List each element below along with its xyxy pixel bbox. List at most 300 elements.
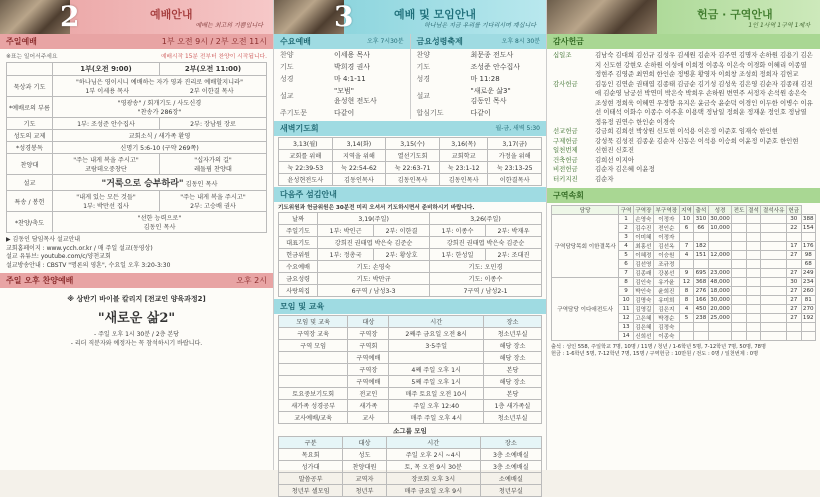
table-cell [761,242,787,251]
prayer-2: 2부: 장남원 장로 [159,118,266,130]
meeting-table [278,315,542,424]
table-cell [279,352,348,364]
table-cell: 유가윤 [653,278,679,287]
midweek-services [274,34,546,119]
hymn: "찬송가 286장" [137,109,182,116]
table-row [279,412,542,424]
table-cell [746,323,760,332]
table-cell [801,233,815,242]
table-cell: 27 [787,296,801,305]
table-cell [389,352,484,364]
table-cell: 3·5주일 [389,340,484,352]
table-cell: 윤성현전도사 [279,174,333,186]
offering-names: 김순자 김은혜 이윤정 [595,165,655,173]
page-number: 2 [60,0,80,33]
special-1-singer: 1부: 박만선 집사 [83,203,129,210]
table-cell: 해당 장소 [484,376,542,388]
table-cell: 주일기도 [279,225,318,237]
table-cell: 김동인목사 [439,174,487,186]
header-cell: 대상 [348,316,389,328]
label: 기도 [416,63,431,71]
special-2-singer: 2부: 고승배 권사 [190,203,236,210]
wed-close [274,107,410,119]
table-cell: 구역예배 [348,352,389,364]
table-cell: 신희선 [633,332,653,341]
table-row [279,162,542,174]
table-cell [746,332,760,341]
label: 성경 [280,75,294,83]
info-line: 교회홈페이지 : www.ycch.or.kr / 매 주일 설교(동영상) [6,244,153,252]
table-cell: 이한결목사 [488,174,542,186]
header-cell: 결석 [746,206,760,215]
table-cell: 27 [787,305,801,314]
table-cell: 249 [802,270,814,276]
wed-header [274,34,410,49]
table-cell: 교사 [348,412,389,424]
value: 마 11:28 [470,75,500,83]
offering-names: 신현진 신호진 [595,146,635,154]
table-cell: 장로회 오후 3시 [386,473,480,485]
info-line: 설교방송안내 : CBSTV "명론의 영혼", 수요일 오후 3:20-3:30 [6,261,171,269]
service-1: 1부(오전 9:00) [53,63,160,76]
table-cell: 수요예배 [279,261,318,273]
bible-college-note: - 리더 직분자와 예정자는 꼭 참석하시기 바랍니다. [70,340,203,347]
table-cell: 14 [619,332,633,341]
table-row [279,285,542,297]
table-cell: 해당 장소 [484,352,542,364]
table-cell [732,332,746,341]
table-cell: 27 [787,287,801,296]
table-cell: 10,000 [708,224,732,233]
table-row [279,400,542,412]
table-cell: 7 [619,269,633,278]
table-row [279,150,542,162]
table-cell: 4 [679,251,693,260]
section-title: 모임 및 교육 [280,302,325,311]
table-cell: 매주 주일 오후 4시 [389,412,484,424]
table-cell: 5 [619,251,633,260]
table-cell: 3,16(목) [439,138,487,150]
table-header-row [279,437,542,449]
table-cell: 12 [679,278,693,287]
table-cell: 192 [802,315,814,321]
table-cell [708,332,732,341]
worship-header [0,0,273,34]
bible-college-time: - 주일 오후 1시 30분 / 2층 본당 [94,331,179,338]
table-cell: 4 [619,242,633,251]
note-stand: ※표는 일어서주세요 [6,54,58,60]
sermon-title: "새로운 삶3" [470,87,511,95]
table-cell: 238 [695,315,707,321]
friday-service [411,34,547,119]
table-cell: 김종래 [633,269,653,278]
offering-type: 건축헌금 [553,155,578,164]
section-title: 감사헌금 [553,37,584,46]
worship-page [0,0,273,470]
offering-names: 강금희 김희선 박상원 신도현 이석용 이은정 이준호 임재숙 한인현 [595,127,778,135]
dawn-prayer-section [274,121,546,136]
meetings-header [274,0,546,34]
table-cell: 27 [787,251,801,260]
table-cell: 4 [679,305,693,314]
table-cell: 48,000 [708,278,732,287]
table-cell: 눅 23:13-25 [488,162,542,174]
section-time: 1부 오전 9시 / 2부 오전 11시 [161,37,267,46]
table-cell: 30,000 [708,296,732,305]
fri-rows [411,49,547,85]
table-row [279,340,542,352]
table-cell [746,314,760,323]
next-week-section [274,187,546,202]
table-cell [732,242,746,251]
header-cell: 결석사유 [761,206,787,215]
bible-college-theme: "새로운 삶2" [97,311,176,326]
offering-row [547,175,820,185]
table-cell [694,233,708,242]
table-cell: 청년부실 [480,485,541,497]
offering-names: 김순자 [595,174,614,183]
table-cell: 지역을 위해 [332,150,386,162]
table-cell: 말씀공부 [279,473,343,485]
sermon-preacher: 김동인 목사 [185,181,218,188]
table-cell: 7 [679,242,693,251]
offering-row [547,137,820,147]
offering-names: 김동인 김연순 권태엽 김종태 김금순 김기성 김성욱 김은영 김순자 김종래 김진애 김순영 남궁선 박연미 박은숙 박희우 손하원 변연주 서정자 손석원 송은숙 조성현 정희욱 이혜연 우정향 유지은 윤금숙 윤순덕 이경인 이두한 이병수 이유선 이태석 이화수 이종수 이주훈 이용택 정남일 정희운 정재운 정인호 정남열 정유정 권연수 한인순 이경숙 [595,79,813,126]
table-cell: 최홍선 [633,242,653,251]
header-cell: 대상 [343,437,386,449]
fellowship: 교회소식 / 새가족 환영 [53,130,267,142]
table-cell: 이승원 [653,251,679,260]
offering-type: 감사헌금 [553,79,578,88]
table-cell: 30 [787,215,801,224]
meetings-page [273,0,546,495]
table-cell: 1부: 이종수 [430,225,486,237]
table-cell: 김수진 [633,224,653,233]
total-line: 출석 : 성인 558, 주일학교 7명, 10명 / 11명 / 청년 / 1-6학년 5명, 7-12학년 7명, 50명, 78명 [551,344,766,350]
table-cell: 270 [802,306,814,312]
table-cell [708,260,732,269]
table-row [279,273,542,285]
table-cell: 김영길 [633,305,653,314]
page-number: 3 [334,0,354,33]
value: 다같이 [334,109,355,117]
row-label: 기도 [7,118,53,130]
table-cell: 3,17(금) [488,138,542,150]
table-header-row [279,316,542,328]
next-week-note: 기도위원과 헌금위원은 30분전 미리 오셔서 기도하시면서 준비하시기 바랍니다. [278,205,475,211]
table-cell: 김동인목사 [332,174,386,186]
table-cell: 전교인 [348,388,389,400]
table-cell: 구역 모임 [279,340,348,352]
table-cell [761,251,787,260]
offering-list [547,49,820,184]
table-row [279,473,542,485]
page-subtitle: 예배는 최고의 기쁨입니다 [195,22,263,29]
table-cell: 98 [801,251,815,260]
table-cell [679,260,693,269]
table-cell: 기도: 이종수 [430,273,542,285]
table-cell [761,233,787,242]
table-cell [708,323,732,332]
table-cell: 388 [802,216,814,222]
header-cell: 성경 [708,206,732,215]
table-cell: 매주 토요일 오전 10시 [389,388,484,400]
table-cell: 166 [695,297,707,303]
table-cell: 청년부 셀모임 [279,485,343,497]
row-label: *성경봉독 [7,142,53,154]
table-cell: 이미혜 [633,233,653,242]
header-cell: 3,26(주일) [430,213,542,225]
table-cell: 1 [619,215,633,224]
meditation-text: "하나님은 영이시니 예배하는 자가 영과 진리로 예배할지니라" [76,79,243,86]
table-cell: 7구역 / 남성2-1 [430,285,542,297]
meetings-section [274,299,546,314]
row-label: 특송 / 봉헌 [7,191,53,212]
small-group-title: 소그룹 모임 [393,427,427,435]
section-title: 주일 오후 찬양예배 [6,276,74,285]
table-cell [732,296,746,305]
section-title: 다음주 섬김안내 [280,190,337,199]
row-label: *찬양/축도 [7,212,53,233]
table-cell: 9 [679,269,693,278]
table-cell: 전인순 [653,224,679,233]
table-cell [761,215,787,224]
table-cell: 이혜정 [633,251,653,260]
table-cell [679,233,693,242]
table-cell [732,323,746,332]
section-title: 수요예배 [280,37,311,46]
header-cell: 장소 [484,316,542,328]
table-cell: 12,000 [708,251,732,260]
row-label: 설교 [7,175,53,191]
value: 다같이 [470,109,491,117]
table-cell: 27 [787,269,801,278]
header-cell: 지역 [679,206,693,215]
choir-1: "주는 내게 복을 주시고" [73,157,139,164]
dawn-table-wrap [274,136,546,187]
header-cell: 담당 [552,206,619,215]
header-cell: 전도 [732,206,746,215]
table-cell [761,287,787,296]
label: 성경 [416,75,431,83]
value: 최문종 전도사 [470,51,514,59]
table-cell: 목요회 [279,449,343,461]
table-cell: 182 [695,243,707,249]
table-cell: 20,000 [708,305,732,314]
offering-row [547,156,820,166]
scripture: 신명기 5:6-10 (구약 269쪽) [53,142,267,154]
table-cell [732,251,746,260]
table-cell: 눅 22:54-62 [332,162,386,174]
table-cell: 청소년부실 [484,328,542,340]
fri-header [411,34,547,49]
table-cell [746,287,760,296]
table-cell [679,332,693,341]
sermon-title: "거룩으로 승부하라" [101,179,184,189]
table-cell [761,314,787,323]
note-praise: 예배시작 15분 전부터 찬양이 시작됩니다. [160,54,267,60]
table-cell: 박경순 [653,314,679,323]
table-cell: 기도: 오민경 [430,261,542,273]
table-cell [801,332,815,341]
table-cell [746,242,760,251]
table-cell: 강희진 권태엽 박은숙 김준순 [318,237,430,249]
table-cell: 234 [802,279,814,285]
table-cell: 8 [679,296,693,305]
table-cell: 1부: 박인근 [318,225,374,237]
table-cell: 김은혜 [633,323,653,332]
table-cell: 유미희 [653,296,679,305]
table-cell: 구역회 [348,340,389,352]
table-row [279,138,542,150]
table-cell [746,251,760,260]
table-cell: 김정숙 [653,323,679,332]
table-cell: 소예배실 [480,473,541,485]
table-cell: 260 [802,288,814,294]
table-cell [801,323,815,332]
table-cell: 토, 목 오전 9시 30분 [386,461,480,473]
table-cell: 2부: 황상호 [374,249,430,261]
table-cell: 6 [679,224,693,233]
sunday-worship-section [0,34,273,49]
label: 설교 [280,92,294,100]
group-cell: 구역담당 이다애전도사 [552,278,619,341]
table-cell: 기도: 박만규 [318,273,430,285]
table-cell: 6구역 / 남성3-3 [318,285,430,297]
service-row [274,61,410,73]
table-cell: 주일 오후 2시 ~4시 [386,449,480,461]
small-group-table-wrap [274,436,546,497]
table-cell: 이정자 [653,215,679,224]
cell-totals [547,343,820,359]
section-title: 새벽기도회 [280,124,319,133]
table-cell: 새가족 [348,400,389,412]
section-time: 월-금, 새벽 5:30 [495,125,540,132]
afternoon-section [0,273,273,288]
service-2: 2부(오전 11:00) [159,63,266,76]
page-subtitle: 하나님은 지금 우리를 기다리시며 계십니다 [424,22,536,29]
row-label: 성도의 교제 [7,130,53,142]
table-cell [761,224,787,233]
section-time: 오후 2시 [236,276,267,285]
label: 주기도문 [280,109,308,117]
label: 기도 [280,63,294,71]
next-table-wrap [274,212,546,297]
table-header-row [552,206,816,215]
section-title: 구역속회 [553,191,584,200]
offering-row [547,51,820,80]
table-cell: 1층 새가족실 [484,400,542,412]
table-cell: 구역장 [348,364,389,376]
notes [0,49,273,62]
table-cell: 276 [695,288,707,294]
table-cell: 18,000 [708,287,732,296]
table-cell [746,278,760,287]
closing-hymn: "선한 능력으로" [137,215,182,222]
wed-rows [274,49,410,85]
table-cell: 12 [619,314,633,323]
table-cell: 성도 [343,449,386,461]
table-cell: 68 [801,260,815,269]
table-cell: 성가대 [279,461,343,473]
table-cell: 손영숙 [633,215,653,224]
header-cell: 구분 [279,437,343,449]
table-cell: 헌금위원 [279,249,318,261]
table-cell [746,305,760,314]
section-time: 오후 8시 30분 [501,38,540,45]
offering-type: 일천번제 [553,146,578,154]
value: 이세용 목사 [334,51,371,59]
preacher: 윤성현 전도사 [334,97,377,105]
offering-row [547,165,820,175]
table-cell: 조규정 [653,260,679,269]
table-cell: 450 [695,306,707,312]
offering-row [547,127,820,137]
table-cell: 1부: 한성일 [430,249,486,261]
table-cell [746,269,760,278]
table-cell [746,233,760,242]
table-row [279,249,542,261]
table-cell: 11 [619,305,633,314]
table-cell: 본당 [484,364,542,376]
row-label: *예배로의 부름 [7,97,53,118]
offering-names: 김남숙 김대희 김선규 김성우 김세원 김순자 김주연 김명자 손하원 김용기 김은지 신도현 강현오 손하원 이성애 이희정 이종옥 이은숙 이경화 이혜리 이종열 정현주 김영준 최연희 한인순 정병훈 황영자 이희창 조성희 정희자 김헌교 [595,51,813,78]
table-cell: 3층 소예배실 [480,449,541,461]
table-cell: 2부: 조대진 [485,249,541,261]
table-cell: 154 [802,225,814,231]
table-cell: 새가족 성경공부 [279,400,348,412]
offering-header [547,0,820,34]
table-cell [708,233,732,242]
table-cell [694,323,708,332]
table-cell: 구역장 [348,328,389,340]
table-cell: 3,15(수) [386,138,440,150]
table-cell: 3층 소예배실 [480,461,541,473]
table-row [279,364,542,376]
table-cell [279,376,348,388]
wed-sermon [274,85,410,107]
table-cell [732,233,746,242]
page-title: 예배안내 [150,8,193,21]
table-cell: 청년부 [343,485,386,497]
table-cell: 대표기도 [279,237,318,249]
table-row [279,449,542,461]
table-cell: 찬양대원 [343,461,386,473]
table-cell: 3 [619,233,633,242]
table-row [279,461,542,473]
table-cell [787,233,801,242]
page-title: 헌금 · 구역안내 [697,8,773,21]
header-cell: 출석 [694,206,708,215]
table-cell [746,224,760,233]
table-cell: 교역자 [343,473,386,485]
header-cell: 장소 [480,437,541,449]
label: 찬양 [416,51,431,59]
table-cell: 박인숙 [633,287,653,296]
table-cell: 눅 22:63-71 [386,162,440,174]
service-row [411,61,547,73]
table-cell: 1부: 정총국 [318,249,374,261]
table-cell: 6 [619,260,633,269]
offering-type: 터키지진 [553,174,578,183]
table-cell: 3,13(월) [279,138,333,150]
table-cell [708,242,732,251]
label: 찬양 [280,51,294,59]
value: 마 4:1-11 [334,75,366,83]
table-cell [679,323,693,332]
fri-close [411,107,547,119]
table-cell [732,314,746,323]
